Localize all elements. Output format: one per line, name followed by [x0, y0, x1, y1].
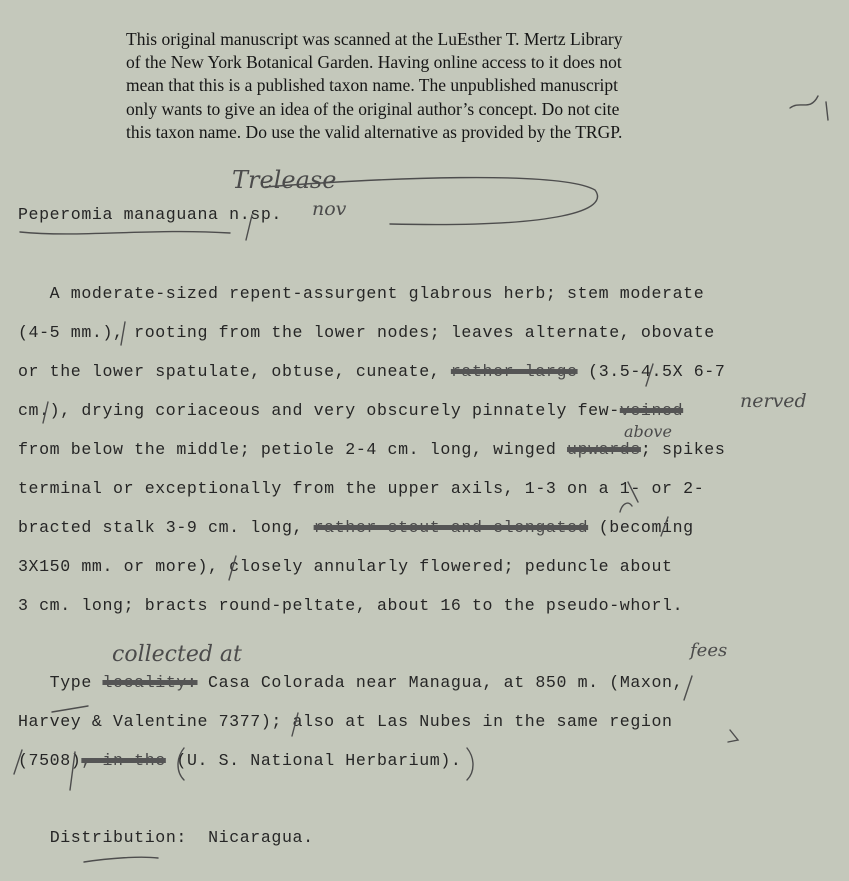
handwritten-nerved: nerved [740, 390, 807, 412]
handwritten-fees: fees [690, 640, 728, 661]
type-locality-line: (7508), in the (U. S. National Herbarium). [18, 751, 462, 770]
paren-mark [178, 748, 184, 780]
bracket-mark [684, 676, 692, 700]
description-line: or the lower spatulate, obtuse, cuneate, rather large (3.5-4.5X 6-7 [18, 362, 726, 381]
distribution-value: Nicaragua. [208, 828, 314, 847]
type-underline [52, 706, 88, 712]
bracket-mark [646, 364, 653, 386]
type-locality-line: Harvey & Valentine 7377); also at Las Nubes in the same region [18, 712, 673, 731]
notice-line: only wants to give an idea of the original author’s concept. Do not cite [126, 98, 620, 119]
description-line: 3X150 mm. or more), closely annularly flowered; peduncle about [18, 557, 673, 576]
bracket-mark [292, 713, 298, 736]
notice-line: This original manuscript was scanned at the LuEsther T. Mertz Library [126, 29, 623, 49]
description-line: A moderate-sized repent-assurgent glabrous herb; stem moderate [18, 284, 705, 303]
bracket-mark [661, 517, 668, 536]
margin-scribble [790, 96, 828, 120]
bracket-mark [43, 402, 48, 423]
description-line: terminal or exceptionally from the upper axils, 1-3 on a 1- or 2- [18, 479, 705, 498]
title-bracket-stroke [246, 215, 252, 240]
caret-mark [620, 503, 632, 512]
struck-text: veined [619, 401, 684, 420]
description-line: bracted stalk 3-9 cm. long, rather stout and elongated (becoming [18, 518, 694, 537]
description-line: cm.), drying coriaceous and very obscurely pinnately few-veined [18, 401, 684, 420]
distribution-underline [84, 857, 158, 862]
notice-line: of the New York Botanical Garden. Having online access to it does not [126, 52, 622, 73]
notice-line: mean that this is a published taxon name. The unpublished manuscript [126, 75, 619, 96]
handwritten-above: above [624, 422, 672, 441]
struck-text: rather large [450, 362, 578, 381]
struck-text: rather stout and elongated [313, 518, 589, 537]
handwritten-collected-at: collected at [112, 642, 242, 667]
description-line: (4-5 mm.), rooting from the lower nodes; leaves alternate, obovate [18, 323, 715, 342]
type-locality-line: Type locality: Casa Colorada near Managua, at 850 m. (Maxon, [18, 673, 684, 692]
struck-text: locality: [102, 673, 198, 692]
notice-line: this taxon name. Do use the valid alternative as provided by the TRGP. [126, 121, 623, 142]
struck-text: , in the [81, 751, 166, 770]
bracket-mark [70, 752, 75, 790]
arrow-mark [628, 482, 638, 502]
arrow-mark [728, 730, 738, 742]
paren-mark [467, 748, 473, 780]
description-line: from below the middle; petiole 2-4 cm. long, winged upwards; spikes [18, 440, 726, 459]
taxon-name: Peperomia managuana [18, 205, 219, 224]
bracket-mark [14, 750, 22, 774]
handwritten-nov: nov [312, 198, 347, 220]
trelease-loop [265, 178, 598, 225]
distribution-label: Distribution: [49, 828, 187, 847]
bracket-mark [229, 556, 236, 580]
title-underline [20, 232, 230, 234]
handwritten-author: Trelease [232, 166, 337, 194]
description-line: 3 cm. long; bracts round-peltate, about 16 to the pseudo-whorl. [18, 596, 684, 615]
struck-text: upwards [567, 440, 641, 459]
taxon-rank: n.sp. [229, 205, 282, 224]
bracket-mark [121, 322, 125, 345]
